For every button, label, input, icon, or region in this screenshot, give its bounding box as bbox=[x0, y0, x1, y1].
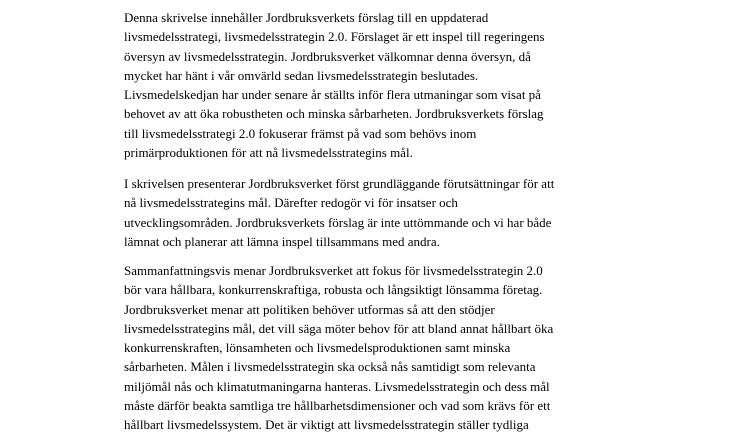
text-line: livsmedelsstrategins mål, det vill säga möter behov för att bland annat hållbart öka bbox=[124, 320, 554, 336]
paragraph-intro bbox=[124, 8, 545, 162]
text-line: miljömål nås och klimatutmaningarna hanteras. Livsmedelsstrategin och dess mål bbox=[124, 378, 550, 394]
text-line: primärproduktionen för att nå livsmedelsstrategins mål. bbox=[124, 145, 413, 161]
text-line: Sammanfattningsvis menar Jordbruksverket att fokus för livsmedelsstrategin 2.0 bbox=[124, 263, 543, 278]
text-line: Denna skrivelse innehåller Jordbruksverkets förslag till en uppdaterad bbox=[124, 10, 489, 25]
text-line: måste därför beakta samtliga tre hållbarhetsdimensioner och vad som krävs för ett bbox=[124, 398, 551, 414]
text-line: utvecklingsområden. Jordbruksverkets förslag är inte uttömmande och vi har både bbox=[124, 214, 552, 230]
text-line: bör vara hållbara, konkurrenskraftiga, robusta och långsiktigt lönsamma företag. bbox=[124, 282, 543, 298]
text-line: hållbart livsmedelssystem. Det är viktigt att livsmedelsstrategin ställer tydliga bbox=[124, 417, 529, 433]
paragraph-summary bbox=[124, 261, 553, 435]
text-line: behovet av att öka robustheten och minska sårbarheten. Jordbruksverkets förslag bbox=[124, 106, 544, 122]
text-line: sårbarheten. Målen i livsmedelsstrategin ska också nås samtidigt som relevanta bbox=[124, 359, 536, 375]
text-line: nå livsmedelsstrategins mål. Därefter redogör vi för insatser och bbox=[124, 195, 458, 211]
text-line: livsmedelsstrategi, livsmedelsstrategin 2.0. Förslaget är ett inspel till regeringens bbox=[124, 29, 545, 45]
text-line: Livsmedelskedjan har under senare år ställts inför flera utmaningar som visat på bbox=[124, 87, 541, 103]
paragraph-structure bbox=[124, 174, 554, 251]
text-line: lämnat och planerar att lämna inspel tillsammans med andra. bbox=[124, 233, 440, 249]
text-line: mycket har hänt i vår omvärld sedan livsmedelsstrategin beslutades. bbox=[124, 67, 479, 83]
text-line: I skrivelsen presenterar Jordbruksverket först grundläggande förutsättningar för att bbox=[124, 176, 555, 191]
text-line: konkurrenskraften, lönsamheten och livsmedelsproduktionen samt minska bbox=[124, 340, 511, 356]
text-line: översyn av livsmedelsstrategin. Jordbruksverket välkomnar denna översyn, då bbox=[124, 48, 531, 64]
text-line: Jordbruksverket menar att politiken behöver utformas så att den stödjer bbox=[124, 301, 495, 317]
text-line: till livsmedelsstrategi 2.0 fokuserar främst på vad som behövs inom bbox=[124, 125, 477, 141]
